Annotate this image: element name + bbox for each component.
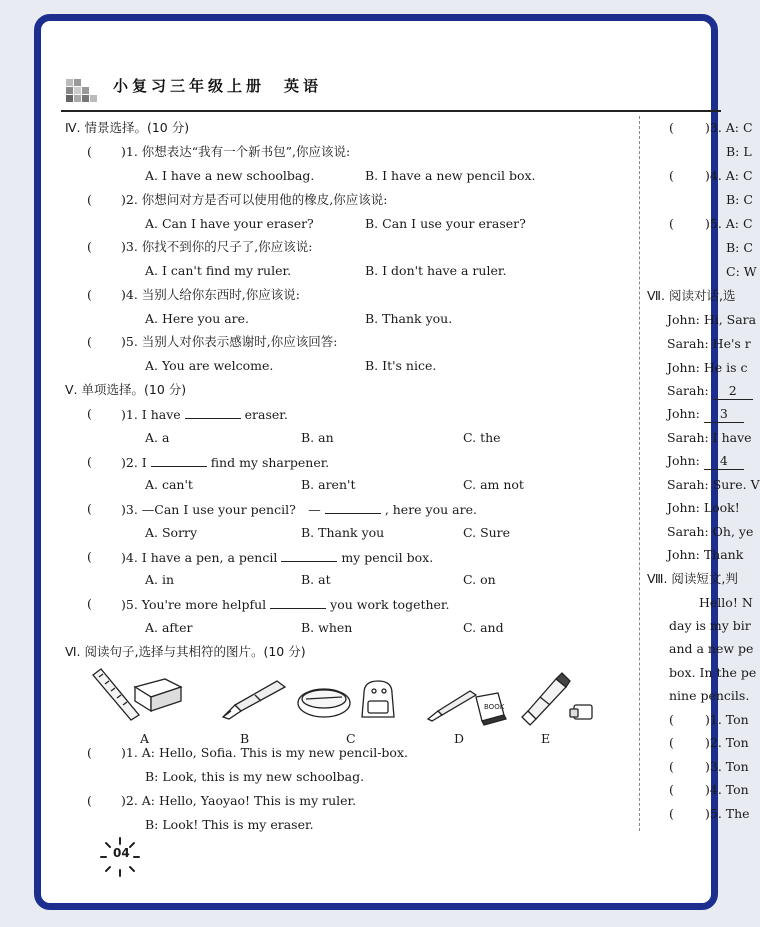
- passage-line: Hello! N: [699, 595, 753, 610]
- question-text: )1. 你想表达“我有一个新书包”,你应该说:: [121, 144, 351, 159]
- option-a: A. I can't find my ruler.: [145, 263, 292, 278]
- judge-item: )3. Ton: [705, 759, 749, 774]
- answer-paren[interactable]: (: [669, 735, 674, 750]
- picture-label-c: C: [346, 731, 356, 746]
- dialogue-line: Sarah: Oh, ye: [667, 524, 754, 539]
- fountain-pen-icon: [219, 675, 295, 721]
- option-c: C. on: [463, 572, 496, 587]
- right-line: B: L: [726, 144, 752, 159]
- option-b: B. I have a new pencil box.: [365, 168, 536, 183]
- right-column: [641, 116, 760, 836]
- header-logo-icon: [66, 79, 102, 105]
- judge-item: )4. Ton: [705, 782, 749, 797]
- dialogue-line: Sarah: I have: [667, 430, 752, 445]
- dialogue-line: John: He is c: [667, 360, 748, 375]
- dialogue-line-a: )2. A: Hello, Yaoyao! This is my ruler.: [121, 793, 357, 808]
- question-text: )2. I find my sharpener.: [121, 455, 330, 470]
- fill-blank[interactable]: [325, 501, 381, 514]
- header-title: 小复习三年级上册 英语: [113, 77, 323, 95]
- answer-paren[interactable]: (: [87, 287, 92, 302]
- answer-paren[interactable]: (: [87, 549, 92, 564]
- question-text: )4. I have a pen, a pencil my pencil box.: [121, 550, 434, 565]
- answer-paren[interactable]: (: [87, 406, 92, 421]
- option-a: A. can't: [145, 477, 193, 492]
- option-b: B. at: [301, 572, 331, 587]
- option-b: B. aren't: [301, 477, 356, 492]
- option-b: B. an: [301, 430, 334, 445]
- fill-blank[interactable]: [151, 454, 207, 467]
- option-b: B. when: [301, 620, 353, 635]
- passage-line: box. In the pe: [669, 665, 757, 680]
- marker-sharpener-icon: [516, 673, 598, 725]
- page-frame: [34, 14, 760, 910]
- picture-label-d: D: [454, 731, 465, 746]
- option-c: C. am not: [463, 477, 524, 492]
- question-text: )4. 当别人给你东西时,你应该说:: [121, 287, 300, 302]
- question-text: )5. You're more helpful you work together.: [121, 597, 450, 612]
- dialogue-line: John: Thank: [667, 547, 744, 562]
- answer-paren[interactable]: (: [87, 192, 92, 207]
- question-text: )1. I have eraser.: [121, 407, 288, 422]
- answer-paren[interactable]: (: [87, 501, 92, 516]
- right-line: C: W: [726, 264, 757, 279]
- question-text: )2. 你想问对方是否可以使用他的橡皮,你应该说:: [121, 192, 388, 207]
- dialogue-line: Sarah: Sure. V: [667, 477, 760, 492]
- answer-paren[interactable]: (: [87, 793, 92, 808]
- picture-label-e: E: [541, 731, 551, 746]
- ruler-eraser-icon: [89, 665, 189, 721]
- answer-paren[interactable]: (: [669, 712, 674, 727]
- answer-paren[interactable]: (: [669, 168, 674, 183]
- option-a: A. I have a new schoolbag.: [145, 168, 315, 183]
- option-b: B. Thank you.: [365, 311, 453, 326]
- answer-paren[interactable]: (: [87, 144, 92, 159]
- dialogue-line-b: B: Look! This is my eraser.: [145, 817, 314, 832]
- answer-paren[interactable]: (: [87, 334, 92, 349]
- option-b: B. Thank you: [301, 525, 385, 540]
- answer-paren[interactable]: (: [87, 239, 92, 254]
- question-text: )3. 你找不到你的尺子了,你应该说:: [121, 239, 313, 254]
- answer-paren[interactable]: (: [669, 782, 674, 797]
- answer-paren[interactable]: (: [669, 806, 674, 821]
- option-a: A. You are welcome.: [145, 358, 274, 373]
- svg-text:BOOK: BOOK: [484, 703, 505, 711]
- option-b: B. It's nice.: [365, 358, 437, 373]
- dialogue-line: Sarah: 2: [667, 383, 753, 400]
- question-text: )5. 当别人对你表示感谢时,你应该回答:: [121, 334, 338, 349]
- column-divider: [639, 116, 640, 831]
- fill-blank[interactable]: [270, 596, 326, 609]
- header-rule: [61, 110, 721, 112]
- option-a: A. Here you are.: [145, 311, 250, 326]
- dialogue-blank[interactable]: 3: [704, 406, 744, 423]
- section-6-title: Ⅵ. 阅读句子,选择与其相符的图片。(10 分): [65, 644, 306, 659]
- option-c: C. the: [463, 430, 501, 445]
- option-b: B. I don't have a ruler.: [365, 263, 507, 278]
- option-c: C. Sure: [463, 525, 511, 540]
- fill-blank[interactable]: [281, 549, 337, 562]
- dialogue-blank[interactable]: 2: [713, 383, 753, 400]
- answer-paren[interactable]: (: [87, 745, 92, 760]
- dialogue-blank[interactable]: 4: [704, 453, 744, 470]
- passage-line: and a new pe: [669, 641, 754, 656]
- dialogue-line: John: Look!: [667, 500, 740, 515]
- option-a: A. Can I have your eraser?: [145, 216, 314, 231]
- dialogue-line: John: 4: [667, 453, 744, 470]
- worksheet-page: [41, 21, 760, 903]
- picture-label-a: A: [140, 731, 150, 746]
- judge-item: )1. Ton: [705, 712, 749, 727]
- pen-book-icon: [426, 681, 516, 725]
- dialogue-line: Sarah: He's r: [667, 336, 751, 351]
- dialogue-line-b: B: Look, this is my new schoolbag.: [145, 769, 365, 784]
- option-a: A. after: [145, 620, 193, 635]
- picture-label-b: B: [240, 731, 250, 746]
- option-b: B. Can I use your eraser?: [365, 216, 526, 231]
- right-line: )4. A: C: [705, 168, 753, 183]
- answer-paren[interactable]: (: [87, 454, 92, 469]
- section-5-title: Ⅴ. 单项选择。(10 分): [65, 382, 187, 397]
- dialogue-line: John: 3: [667, 406, 744, 423]
- page-number: 04: [113, 846, 130, 860]
- right-line: B: C: [726, 192, 753, 207]
- option-a: A. in: [145, 572, 175, 587]
- dialogue-line: John: Hi, Sara: [667, 312, 757, 327]
- passage-line: nine pencils.: [669, 688, 750, 703]
- answer-paren[interactable]: (: [669, 759, 674, 774]
- right-line: )5. A: C: [705, 216, 753, 231]
- judge-item: )2. Ton: [705, 735, 749, 750]
- passage-line: day is my bir: [669, 618, 751, 633]
- section-4-title: Ⅳ. 情景选择。(10 分): [65, 120, 190, 135]
- option-a: A. Sorry: [145, 525, 198, 540]
- option-c: C. and: [463, 620, 504, 635]
- judge-item: )5. The: [705, 806, 750, 821]
- pencil-case-schoolbag-icon: [296, 673, 406, 723]
- dialogue-line-a: )1. A: Hello, Sofia. This is my new pencil-box.: [121, 745, 408, 760]
- option-a: A. a: [145, 430, 170, 445]
- section-8-title: Ⅷ. 阅读短文,判: [647, 571, 738, 586]
- fill-blank[interactable]: [185, 406, 241, 419]
- answer-paren[interactable]: (: [669, 120, 674, 135]
- answer-paren[interactable]: (: [87, 596, 92, 611]
- question-text: )3. —Can I use your pencil? — , here you are.: [121, 502, 477, 517]
- answer-paren[interactable]: (: [669, 216, 674, 231]
- right-line: )3. A: C: [705, 120, 753, 135]
- section-7-title: Ⅶ. 阅读对话,选: [647, 288, 736, 303]
- page-header: [61, 69, 721, 111]
- right-line: B: C: [726, 240, 753, 255]
